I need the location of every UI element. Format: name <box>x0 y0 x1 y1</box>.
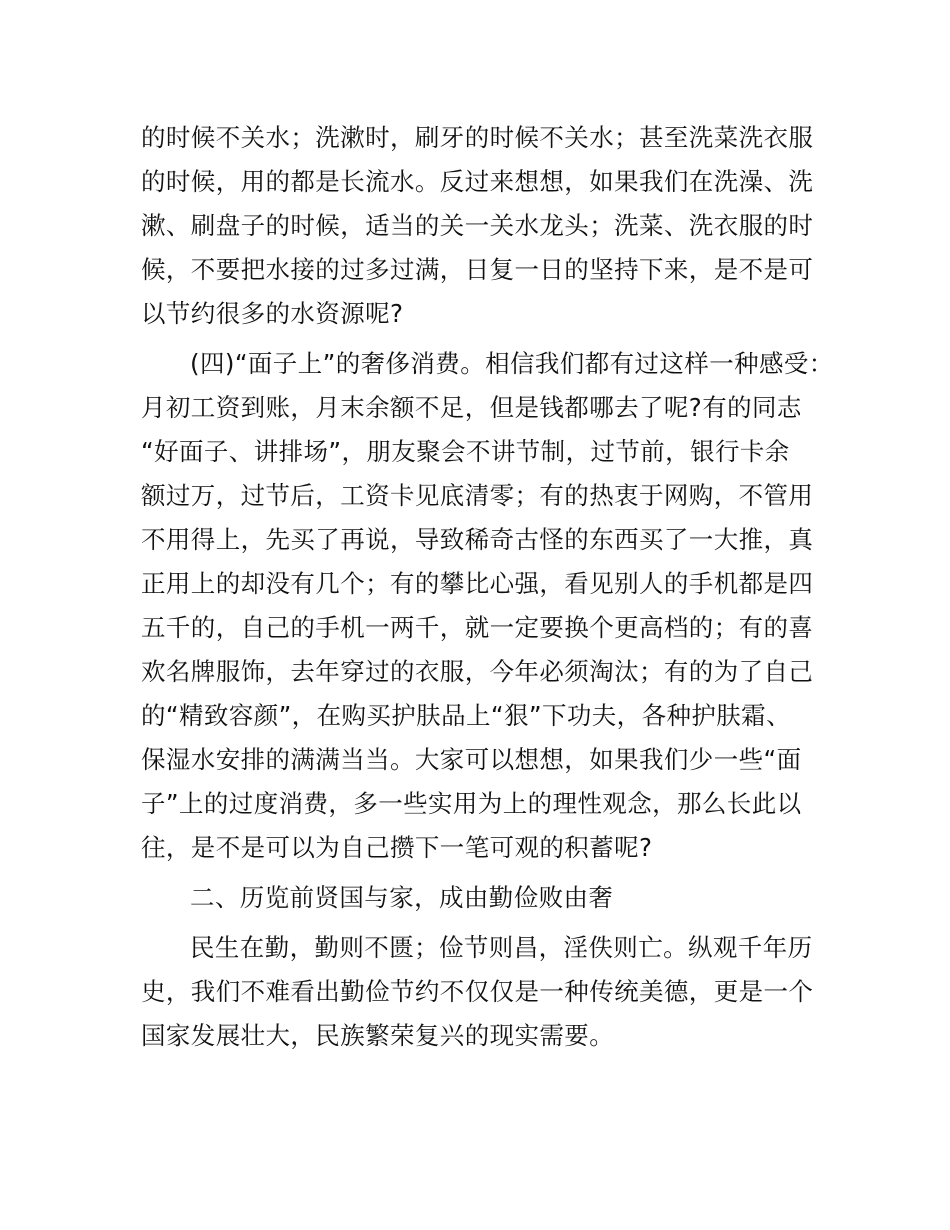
text-line: 漱、刷盘子的时候，适当的关一关水龙头；洗菜、洗衣服的时 <box>141 211 814 240</box>
text-line: 候，不要把水接的过多过满，日复一日的坚持下来，是不是可 <box>141 255 814 284</box>
text-line: “好面子、讲排场”，朋友聚会不讲节制，过节前，银行卡余 <box>141 437 790 466</box>
text-line: 正用上的却没有几个；有的攀比心强，看见别人的手机都是四 <box>141 569 814 598</box>
text-line: 五千的，自己的手机一两千，就一定要换个更高档的；有的喜 <box>141 613 814 642</box>
text-line: 国家发展壮大，民族繁荣复兴的现实需要。 <box>141 1021 615 1050</box>
text-line: 额过万，过节后，工资卡见底清零；有的热衷于网购，不管用 <box>141 481 814 510</box>
text-line: 的时候，用的都是长流水。反过来想想，如果我们在洗澡、洗 <box>141 167 814 196</box>
text-line: 民生在勤，勤则不匮；俭节则昌，淫佚则亡。纵观千年历 <box>190 933 813 962</box>
section-heading: 二、历览前贤国与家，成由勤俭败由奢 <box>190 883 614 912</box>
text-line: 子”上的过度消费，多一些实用为上的理性观念，那么长此以 <box>141 789 802 818</box>
text-line: 往，是不是可以为自己攒下一笔可观的积蓄呢? <box>141 833 653 862</box>
text-line: 史，我们不难看出勤俭节约不仅仅是一种传统美德，更是一个 <box>141 977 814 1006</box>
text-line: 保湿水安排的满满当当。大家可以想想，如果我们少一些“面 <box>141 745 802 774</box>
text-line: 不用得上，先买了再说，导致稀奇古怪的东西买了一大推，真 <box>141 525 814 554</box>
paragraph-heading-four: (四)“面子上”的奢侈消费。相信我们都有过这样一种感受： <box>190 349 834 378</box>
text-line: 的“精致容颜”，在购买护肤品上“狠”下功夫，各种护肤霜、 <box>141 701 791 730</box>
text-line: 以节约很多的水资源呢? <box>141 299 404 328</box>
text-line: 的时候不关水；洗漱时，刷牙的时候不关水；甚至洗菜洗衣服 <box>141 123 814 152</box>
text-line: 月初工资到账，月末余额不足，但是钱都哪去了呢?有的同志 <box>141 393 802 422</box>
text-line: 欢名牌服饰，去年穿过的衣服，今年必须淘汰；有的为了自己 <box>141 657 814 686</box>
